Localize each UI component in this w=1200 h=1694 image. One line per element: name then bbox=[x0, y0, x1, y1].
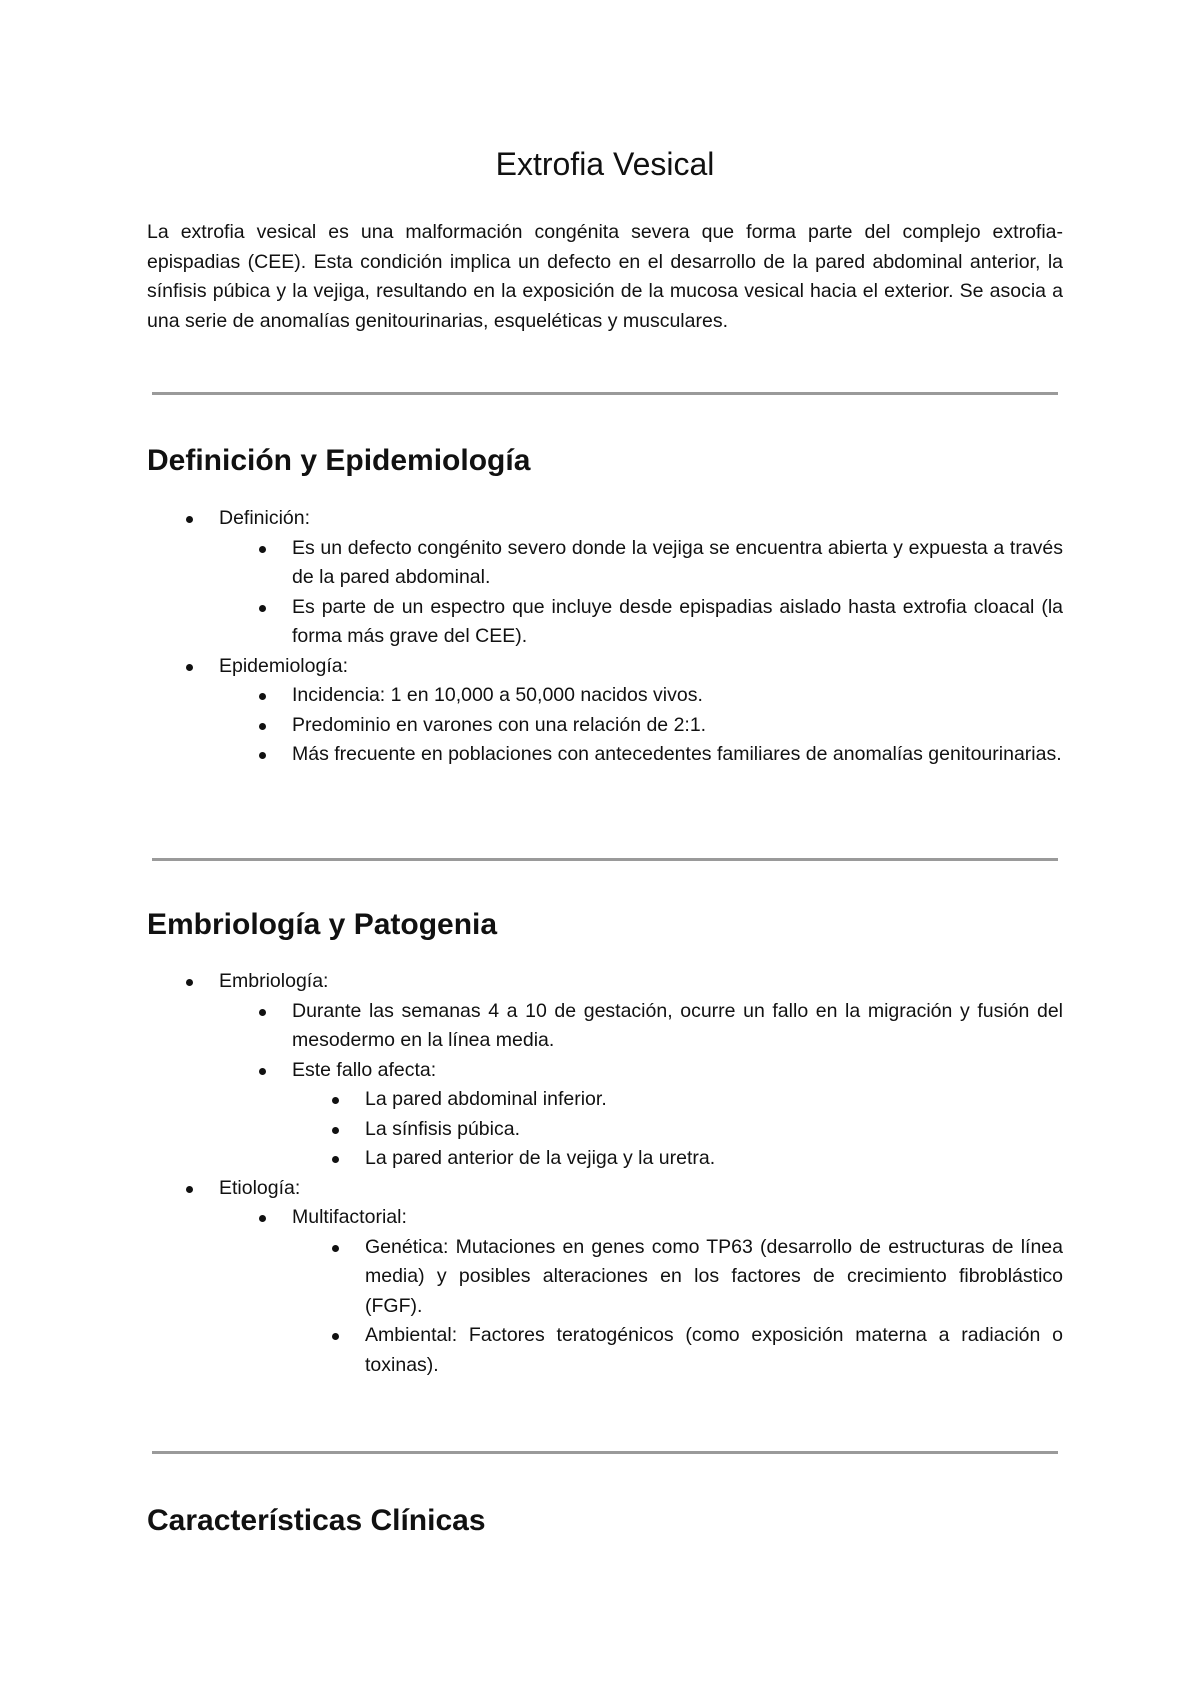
intro-paragraph: La extrofia vesical es una malformación congénita severa que forma parte del complejo extrofia-epispadias (CEE). Esta condición implica un defecto en el desarrollo de la pared abdominal anterior, la sínfisis púbica y la vejiga, resultando en la exposición de la mucosa vesical hacia el exterior. Se asocia a una serie de anomalías genitourinarias, esqueléticas y musculares. bbox=[147, 221, 1063, 332]
list-item bbox=[147, 967, 1063, 1174]
embriologia-list bbox=[147, 967, 1063, 1380]
bullet-icon bbox=[186, 979, 193, 986]
list-item bbox=[147, 504, 1063, 652]
list-item bbox=[147, 740, 1063, 770]
list-item-label: Predominio en varones con una relación de 2:1. bbox=[292, 713, 707, 736]
list-item-label: Es parte de un espectro que incluye desde epispadias aislado hasta extrofia cloacal (la forma más grave del CEE). bbox=[292, 595, 1063, 647]
list-item-label: Este fallo afecta: bbox=[292, 1058, 437, 1081]
list-item-label: Durante las semanas 4 a 10 de gestación, ocurre un fallo en la migración y fusión del mesodermo en la línea media. bbox=[292, 999, 1063, 1051]
list-item-label: Ambiental: Factores teratogénicos (como exposición materna a radiación o toxinas). bbox=[365, 1324, 1063, 1376]
list-item-label: Genética: Mutaciones en genes como TP63 (desarrollo de estructuras de línea media) y posibles alteraciones en los factores de crecimiento fibroblástico (FGF). bbox=[365, 1235, 1063, 1317]
bullet-icon bbox=[186, 664, 193, 671]
list-item bbox=[147, 681, 1063, 711]
bullet-icon bbox=[332, 1245, 339, 1252]
list-item bbox=[147, 711, 1063, 741]
list-item bbox=[147, 593, 1063, 652]
sub-list bbox=[147, 534, 1063, 652]
list-item-label: Etiología: bbox=[219, 1176, 301, 1199]
list-item-label: Epidemiología: bbox=[219, 654, 348, 677]
list-item-label: La pared abdominal inferior. bbox=[365, 1088, 607, 1110]
list-item bbox=[147, 1115, 1063, 1145]
list-item bbox=[147, 1233, 1063, 1322]
bullet-icon bbox=[332, 1333, 339, 1340]
bullet-icon bbox=[186, 516, 193, 523]
section-heading-caracteristicas: Características Clínicas bbox=[147, 1504, 486, 1537]
list-item-label: Más frecuente en poblaciones con antecedentes familiares de anomalías genitourinarias. bbox=[292, 743, 1062, 765]
bullet-icon bbox=[259, 1215, 266, 1222]
list-item bbox=[147, 1144, 1063, 1174]
section-divider bbox=[152, 392, 1058, 395]
section-heading-embriologia: Embriología y Patogenia bbox=[147, 908, 498, 941]
sub-list bbox=[147, 1233, 1063, 1381]
bullet-icon bbox=[186, 1186, 193, 1193]
bullet-icon bbox=[259, 1009, 266, 1016]
sub-list bbox=[147, 1085, 1063, 1174]
list-item-label: Incidencia: 1 en 10,000 a 50,000 nacidos vivos. bbox=[292, 684, 703, 706]
list-item-label: Definición: bbox=[219, 507, 311, 529]
list-item-label: Multifactorial: bbox=[292, 1206, 407, 1228]
list-item-label: Es un defecto congénito severo donde la vejiga se encuentra abierta y expuesta a través de la pared abdominal. bbox=[292, 536, 1063, 588]
sub-list bbox=[147, 997, 1063, 1174]
sub-list bbox=[147, 681, 1063, 770]
list-item-label: Embriología: bbox=[219, 970, 329, 992]
list-item bbox=[147, 1056, 1063, 1174]
bullet-icon bbox=[332, 1127, 339, 1134]
section-divider bbox=[152, 1451, 1058, 1454]
list-item bbox=[147, 997, 1063, 1056]
list-item bbox=[147, 652, 1063, 770]
list-item bbox=[147, 1321, 1063, 1380]
list-item bbox=[147, 1203, 1063, 1380]
list-item-label: La pared anterior de la vejiga y la uretra. bbox=[365, 1147, 716, 1169]
bullet-icon bbox=[332, 1097, 339, 1104]
list-item-label: La sínfisis púbica. bbox=[365, 1117, 521, 1140]
section-divider bbox=[152, 858, 1058, 861]
bullet-icon bbox=[259, 693, 266, 700]
list-item bbox=[147, 1085, 1063, 1115]
bullet-icon bbox=[259, 1068, 266, 1075]
bullet-icon bbox=[259, 723, 266, 730]
bullet-icon bbox=[259, 546, 266, 553]
bullet-icon bbox=[332, 1156, 339, 1163]
definicion-list bbox=[147, 504, 1063, 770]
section-heading-definicion: Definición y Epidemiología bbox=[147, 444, 531, 477]
list-item bbox=[147, 534, 1063, 593]
document-title: Extrofia Vesical bbox=[495, 146, 715, 182]
bullet-icon bbox=[259, 605, 266, 612]
bullet-icon bbox=[259, 752, 266, 759]
sub-list bbox=[147, 1203, 1063, 1380]
list-item bbox=[147, 1174, 1063, 1381]
